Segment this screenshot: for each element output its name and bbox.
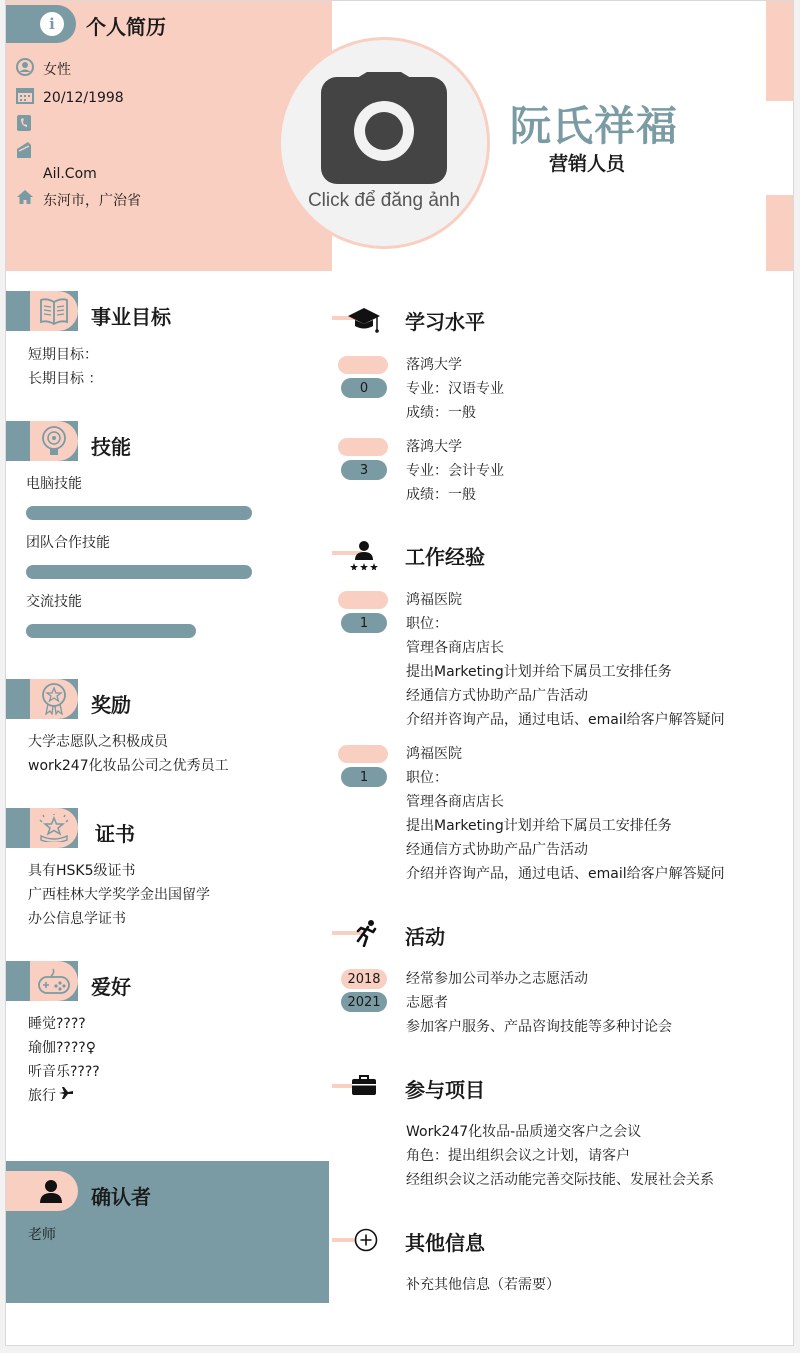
year-badge-top [338,356,388,374]
skill-label: 团队合作技能 [26,535,110,551]
award-item: 大学志愿队之积极成员 [28,734,168,750]
year-badge: 3 [341,460,387,480]
year-badge-top [338,438,388,456]
certificate-item: 具有HSK5级证书 [28,863,136,879]
resume-page [5,0,794,1346]
job-position: 营销人员 [549,153,626,175]
email-icon [16,141,32,163]
birthdate-text: 20/12/1998 [43,90,124,106]
full-name: 阮氏祥福 [510,102,678,150]
career-tab [6,291,78,331]
edu-major: 专业：汉语专业 [406,381,504,397]
hobbies-title: 爱好 [91,975,131,999]
activity-line: 参加客户服务、产品咨询技能等多种讨论会 [406,1019,672,1035]
skill-label: 电脑技能 [26,476,82,492]
work-duty: 提出Marketing计划并给下属员工安排任务 [406,818,672,834]
skill-bar [26,506,252,520]
career-title: 事业目标 [91,305,171,329]
project-line: 角色：提出组织会议之计划，请客户 [406,1148,630,1164]
edu-school: 落鸿大学 [406,357,462,373]
awards-title: 奖励 [91,693,131,717]
activity-start-year: 2018 [341,969,387,989]
referee-tab [6,1171,78,1211]
year-badge-top [338,745,388,763]
book-icon [30,291,78,331]
project-line: Work247化妆品-品质递交客户之会议 [406,1124,642,1140]
edu-major: 专业：会计专业 [406,463,504,479]
airplane-icon [58,1084,74,1108]
graduation-cap-icon [346,306,382,338]
edu-grade: 成绩：一般 [406,487,476,503]
year-badge: 0 [341,378,387,398]
photo-upload[interactable] [278,37,490,249]
project-line: 经组织会议之活动能完善交际技能、发展社会关系 [406,1172,714,1188]
certificates-tab [6,808,78,848]
award-icon [30,679,78,719]
work-duty: 介绍并咨询产品，通过电话、email给客户解答疑问 [406,866,725,882]
decor-block-bottom [766,195,794,271]
certificate-icon [30,808,78,848]
other-text: 补充其他信息（若需要） [406,1277,560,1293]
skill-label: 交流技能 [26,594,82,610]
skills-title: 技能 [91,435,131,459]
header-tab [6,5,76,43]
career-long-term: 长期目标 ： [28,371,103,387]
skill-bar [26,624,196,638]
work-company: 鸿福医院 [406,592,462,608]
info-icon: i [40,12,64,36]
work-role: 职位： [406,770,448,786]
worker-icon [350,540,378,574]
photo-caption: Click để đăng ảnh [307,190,461,211]
education-title: 学习水平 [405,310,485,334]
phone-icon [16,114,32,136]
edu-school: 落鸿大学 [406,439,462,455]
edu-grade: 成绩：一般 [406,405,476,421]
skills-tab [6,421,78,461]
gender-text: 女性 [43,62,71,78]
hobby-item: 睡觉???? [28,1016,86,1032]
skill-bar [26,565,252,579]
year-badge: 1 [341,767,387,787]
other-title: 其他信息 [405,1231,485,1255]
hobby-item [28,1084,74,1108]
career-short-term: 短期目标： [28,347,98,363]
certificate-item: 广西桂林大学奖学金出国留学 [28,887,210,903]
activity-line: 经常参加公司举办之志愿活动 [406,971,588,987]
gamepad-icon [30,961,78,1001]
year-badge-top [338,591,388,609]
person-icon [40,1179,62,1207]
referee-title: 确认者 [91,1185,151,1209]
projects-title: 参与项目 [405,1078,485,1102]
briefcase-icon [352,1074,376,1100]
address-text: 东河市，广治省 [43,193,141,209]
work-duty: 介绍并咨询产品，通过电话、email给客户解答疑问 [406,712,725,728]
award-item: work247化妆品公司之优秀员工 [28,758,229,774]
work-role: 职位： [406,616,448,632]
header-section-title: 个人简历 [86,15,166,39]
work-duty: 提出Marketing计划并给下属员工安排任务 [406,664,672,680]
hobby-item-label: 旅行 [28,1088,56,1104]
home-icon [16,189,34,209]
referee-name: 老师 [28,1227,56,1243]
activities-title: 活动 [405,925,445,949]
decor-block-top [766,1,794,101]
hobbies-tab [6,961,78,1001]
skill-icon [30,421,78,461]
awards-tab [6,679,78,719]
work-duty: 经通信方式协助产品广告活动 [406,688,588,704]
camera-icon [321,72,447,188]
work-duty: 经通信方式协助产品广告活动 [406,842,588,858]
plus-circle-icon [354,1228,378,1256]
activity-line: 志愿者 [406,995,448,1011]
work-duty: 管理各商店店长 [406,794,504,810]
activity-end-year: 2021 [341,992,387,1012]
running-icon [355,919,377,951]
work-company: 鸿福医院 [406,746,462,762]
hobby-item: 听音乐???? [28,1064,100,1080]
calendar-icon [16,86,34,108]
work-title: 工作经验 [405,545,485,569]
user-icon [16,58,34,80]
email-text: Ail.Com [43,166,97,182]
hobby-item: 瑜伽????♀ [28,1040,96,1056]
certificates-title: 证书 [95,822,135,846]
year-badge: 1 [341,613,387,633]
work-duty: 管理各商店店长 [406,640,504,656]
certificate-item: 办公信息学证书 [28,911,126,927]
